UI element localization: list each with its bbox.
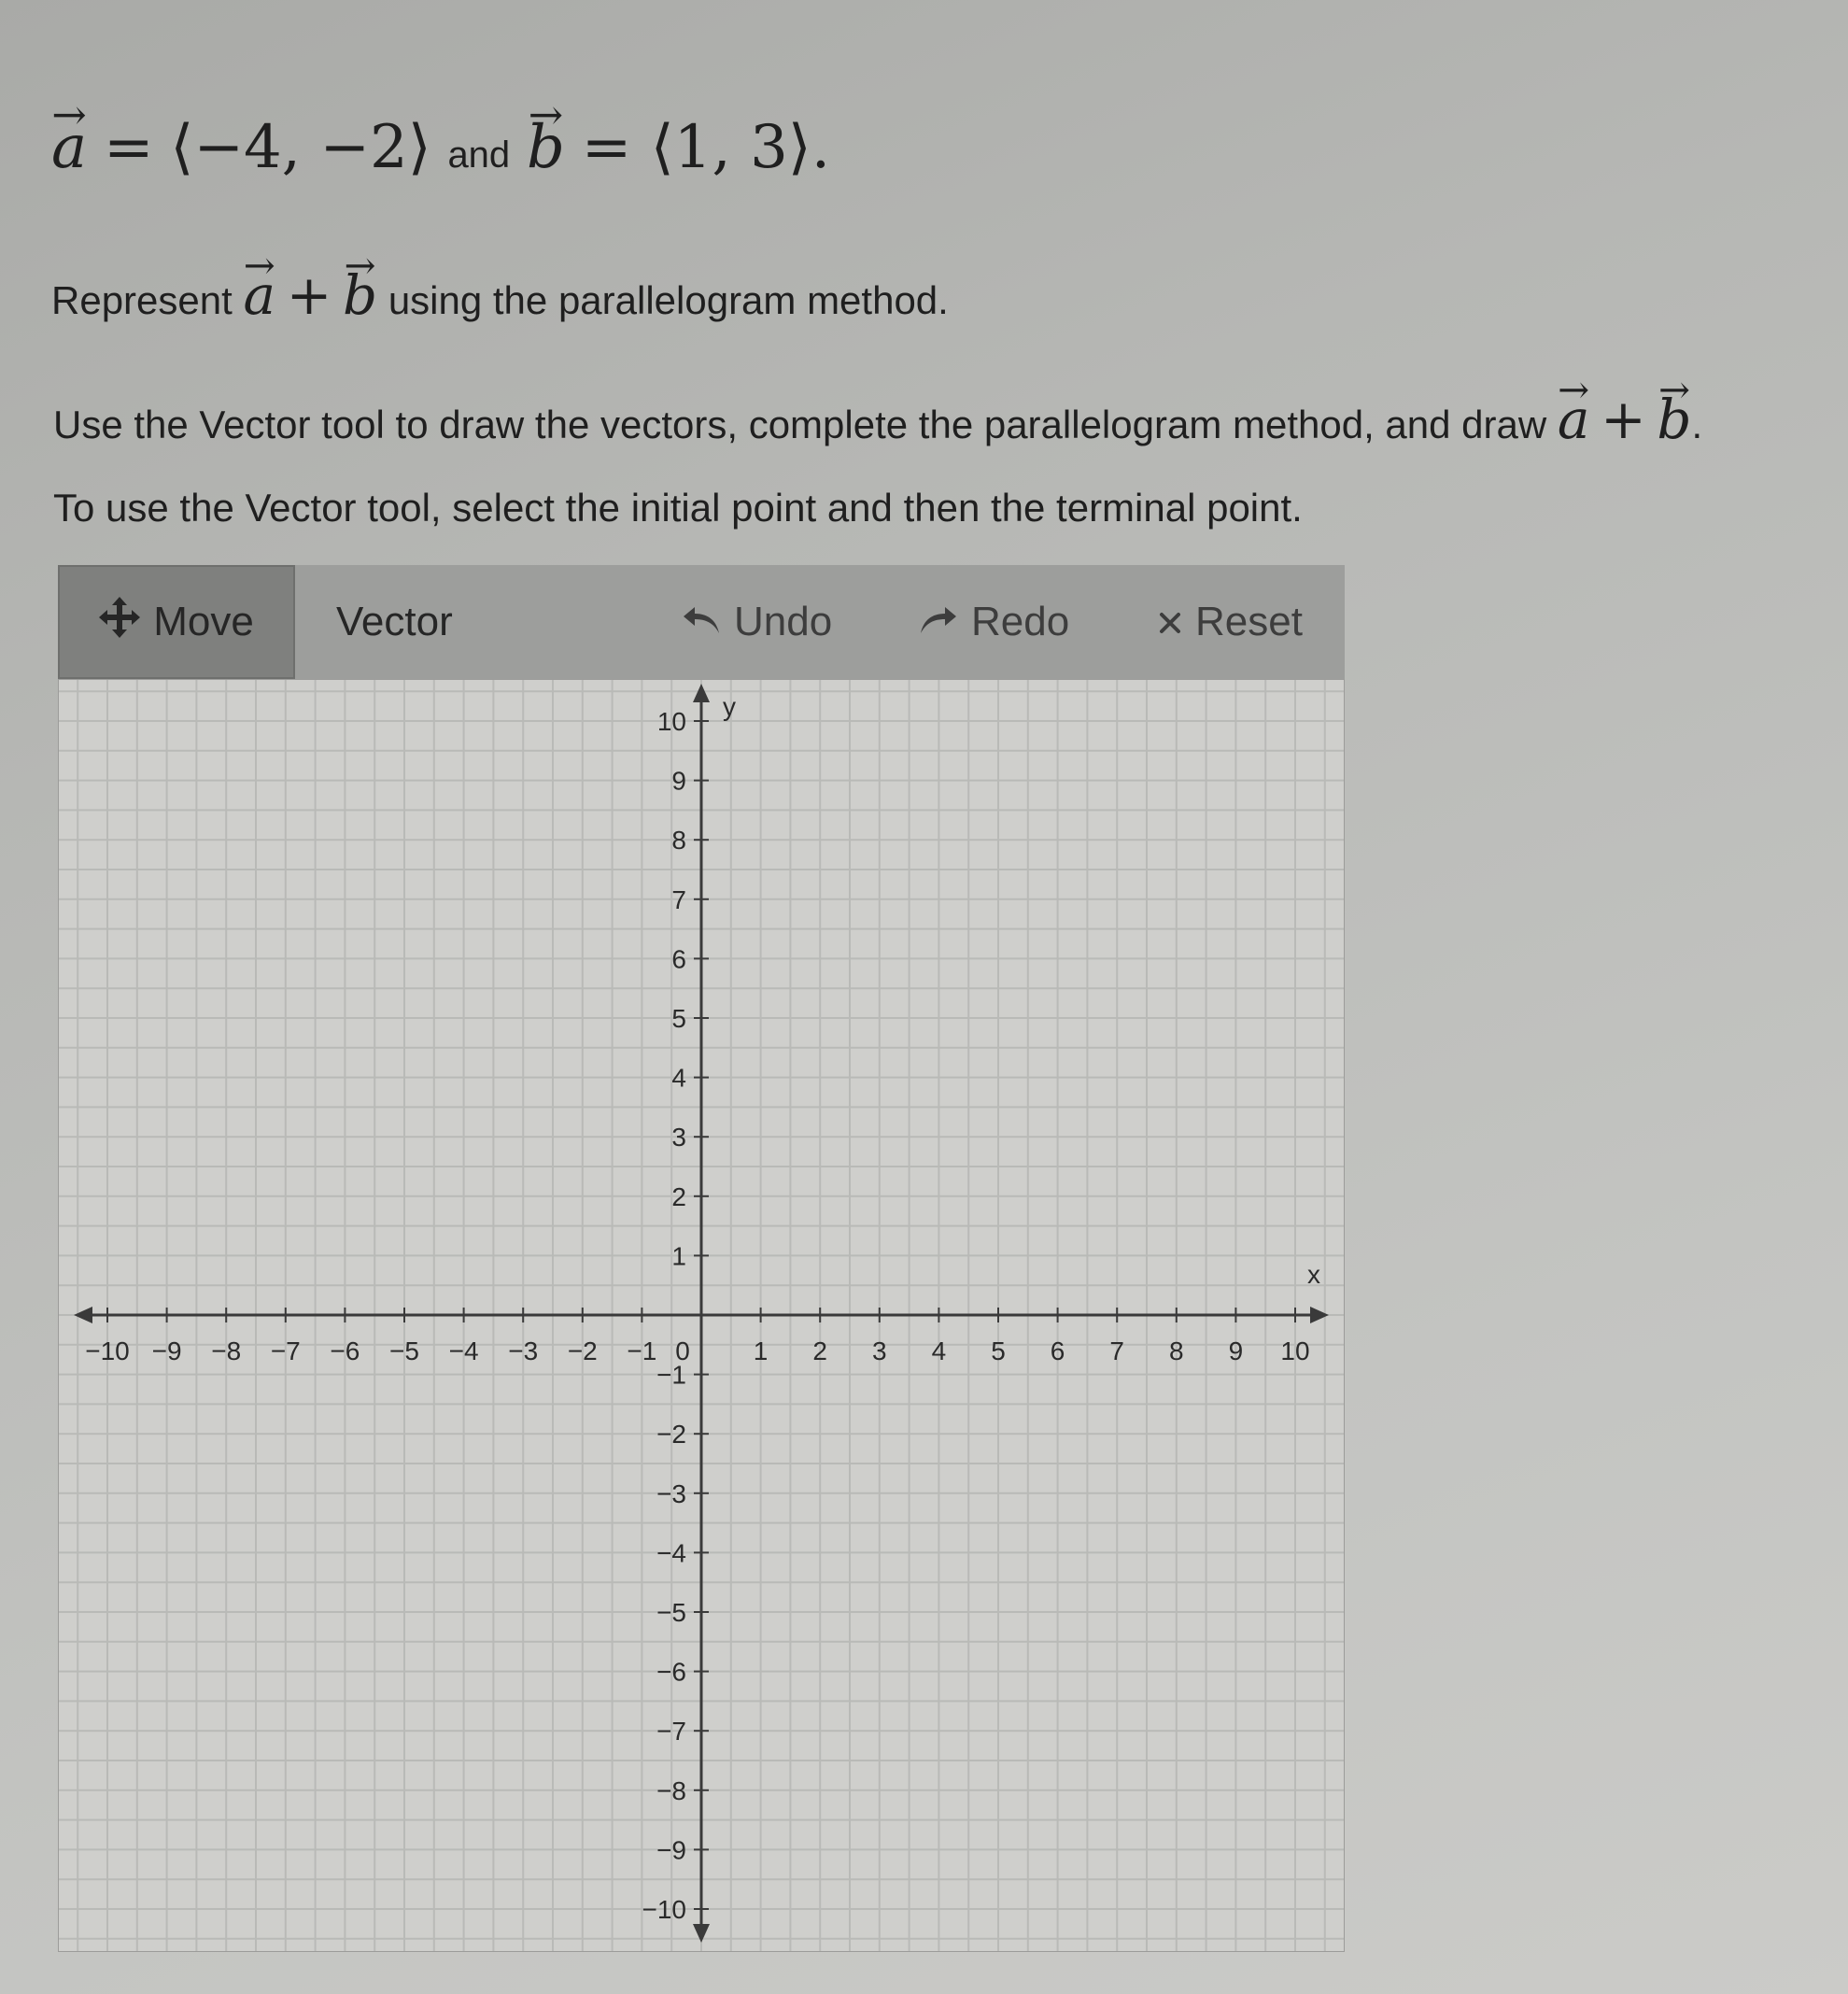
y-axis-bottom-arrow [693, 1924, 710, 1943]
plus-sign: + [1601, 388, 1646, 451]
y-tick-label: 1 [671, 1241, 686, 1271]
vector-a-symbol: → a [243, 263, 275, 327]
vector-tool-instruction [53, 388, 1702, 451]
y-tick-label: −9 [656, 1835, 686, 1865]
y-tick-label: −5 [656, 1598, 686, 1627]
y-tick-label: −8 [656, 1775, 686, 1805]
x-tick-label: −9 [151, 1336, 182, 1365]
vector-definitions [51, 112, 830, 182]
y-tick-label: −4 [656, 1538, 686, 1568]
y-tick-label: −7 [656, 1717, 686, 1747]
x-tick-label: −3 [508, 1336, 539, 1365]
y-tick-label: 9 [671, 766, 686, 796]
close-x-icon [1158, 599, 1182, 645]
undo-arrow-icon [682, 599, 721, 645]
y-tick-label: −2 [656, 1420, 686, 1450]
vector-b-components: = ⟨1, 3⟩. [581, 113, 831, 182]
x-axis-label: x [1307, 1260, 1320, 1289]
x-tick-label: 9 [1228, 1336, 1244, 1365]
x-tick-label: −6 [330, 1336, 360, 1365]
y-tick-label: 6 [671, 944, 686, 974]
vector-b-symbol: → b [1657, 388, 1691, 451]
y-tick-label: 3 [671, 1123, 686, 1153]
vector-a-symbol: → a [51, 113, 87, 182]
move-arrows-icon [99, 597, 140, 648]
x-tick-label: 2 [812, 1336, 827, 1365]
y-tick-label: 10 [656, 707, 686, 736]
y-axis-label: y [723, 692, 736, 721]
reset-button[interactable] [1158, 565, 1303, 679]
redo-label: Redo [971, 599, 1070, 644]
x-tick-label: 10 [1280, 1336, 1310, 1365]
x-tick-label: −4 [448, 1336, 479, 1365]
vector-tool-button[interactable] [336, 565, 453, 679]
y-tick-label: 7 [671, 884, 686, 914]
graph-canvas[interactable] [59, 680, 1344, 1951]
y-axis-top-arrow [693, 684, 710, 702]
undo-button[interactable] [682, 565, 832, 679]
vector-tool-label: Vector [336, 599, 453, 644]
x-tick-label: 1 [753, 1336, 769, 1365]
x-axis-right-arrow [1310, 1307, 1329, 1323]
vector-b-symbol: → b [527, 113, 565, 182]
y-tick-label: 8 [671, 826, 686, 856]
x-tick-label: −5 [389, 1336, 419, 1365]
x-tick-label: 7 [1109, 1336, 1124, 1365]
y-tick-label: 2 [671, 1181, 686, 1211]
x-tick-label: −1 [627, 1336, 657, 1365]
move-tool-label: Move [153, 599, 254, 644]
reset-label: Reset [1195, 599, 1303, 644]
redo-button[interactable] [919, 565, 1069, 679]
equals-sign: = [103, 113, 154, 182]
x-tick-label: 6 [1050, 1336, 1065, 1365]
plus-sign: + [286, 263, 332, 327]
instruction-period: . [1691, 403, 1703, 446]
move-tool-button[interactable] [58, 565, 295, 679]
x-tick-label: −2 [567, 1336, 598, 1365]
x-tick-label: 3 [872, 1336, 887, 1365]
redo-arrow-icon [919, 599, 958, 645]
represent-instruction [51, 263, 949, 327]
origin-label: 0 [675, 1336, 690, 1365]
and-text: and [447, 134, 511, 176]
y-tick-label: −10 [642, 1895, 686, 1924]
x-axis-left-arrow [74, 1307, 92, 1323]
represent-prefix: Represent [51, 278, 233, 322]
vector-a-symbol: → a [1558, 388, 1590, 451]
vector-a-components: ⟨−4, −2⟩ [170, 113, 431, 182]
represent-suffix: using the parallelogram method. [388, 278, 949, 322]
y-tick-label: −3 [656, 1478, 686, 1508]
y-tick-label: −6 [656, 1657, 686, 1687]
tool-usage-instruction: To use the Vector tool, select the initial point and then the terminal point. [53, 486, 1303, 530]
x-tick-label: 8 [1169, 1336, 1184, 1365]
vector-b-symbol: → b [343, 263, 377, 327]
x-tick-label: −10 [85, 1336, 130, 1365]
y-tick-label: 5 [671, 1004, 686, 1033]
x-tick-label: 5 [991, 1336, 1006, 1365]
graph-toolbar [58, 565, 1345, 679]
instruction-text: Use the Vector tool to draw the vectors, complete the parallelogram method, and draw [53, 403, 1547, 446]
x-tick-label: −8 [211, 1336, 242, 1365]
undo-label: Undo [734, 599, 833, 644]
y-tick-label: 4 [671, 1063, 686, 1093]
coordinate-graph[interactable] [58, 679, 1345, 1952]
y-tick-label: −1 [656, 1360, 686, 1390]
x-tick-label: −7 [270, 1336, 301, 1365]
x-tick-label: 4 [931, 1336, 947, 1365]
